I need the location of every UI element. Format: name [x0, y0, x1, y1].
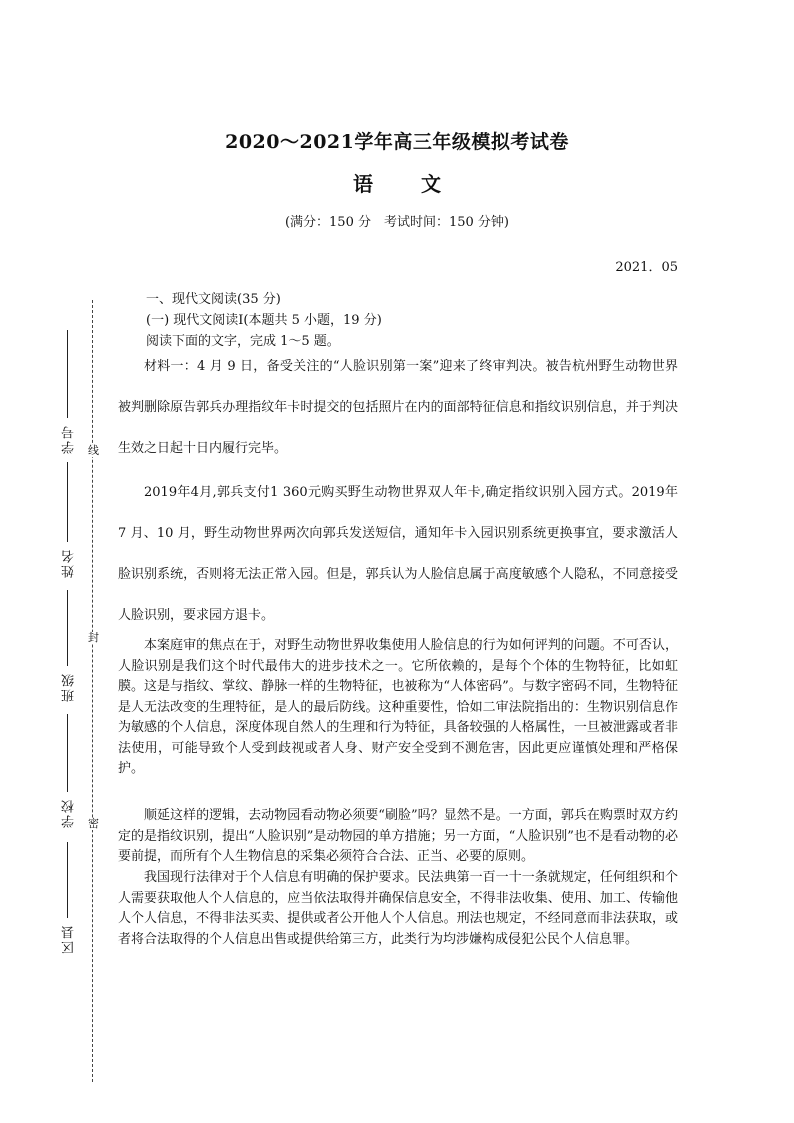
subject-title: 语文	[353, 172, 489, 196]
field-line-school[interactable]	[67, 714, 68, 792]
field-label-student-id: 学号	[62, 424, 77, 454]
section-heading: 一、现代文阅读(35 分)	[146, 292, 281, 307]
field-line-class[interactable]	[67, 590, 68, 666]
field-line-name[interactable]	[67, 462, 68, 542]
seal-char-xian: 线	[88, 444, 99, 457]
exam-date: 2021．05	[615, 260, 678, 275]
paragraph-law: 我国现行法律对于个人信息有明确的保护要求。民法典第一百一十一条就规定，任何组织和个人需要获取他人个人信息的，应当依法取得并确保信息安全，不得非法收集、使用、加工、传输他人个人信息，不得非法买卖、提供或者公开他人个人信息。刑法也规定，不经同意而非法获取，或者将合法取得的个人信息出售或提供给第三方，此类行为均涉嫌构成侵犯公民个人信息罪。	[118, 870, 678, 947]
subsection-heading: (一) 现代文阅读Ⅰ(本题共 5 小题，19 分)	[146, 313, 382, 328]
field-label-district: 区县	[62, 924, 77, 954]
paragraph-focus: 本案庭审的焦点在于，对野生动物世界收集使用人脸信息的行为如何评判的问题。不可否认，人脸识别是我们这个时代最伟大的进步技术之一。它所依赖的，是每个个体的生物特征，比如虹膜。这是与指纹、掌纹、静脉一样的生物特征，也被称为“人体密码”。与数字密码不同，生物特征是人无法改变的生理特征，是人的最后防线。这种重要性，恰如二审法院指出的：生物识别信息作为敏感的个人信息，深度体现自然人的生理和行为特征，具备较强的人格属性，一旦被泄露或者非法使用，可能导致个人受到歧视或者人身、财产安全受到不测危害，因此更应谨慎处理和严格保护。	[118, 638, 678, 776]
paragraph-material-1: 材料一：4 月 9 日，备受关注的“人脸识别第一案”迎来了终审判决。被告杭州野生动物世界被判删除原告郭兵办理指纹年卡时提交的包括照片在内的面部特征信息和指纹识别信息，并于判决生效之日起十日内履行完毕。	[118, 359, 678, 456]
binding-dashed-line	[92, 300, 93, 1082]
field-line-district[interactable]	[67, 842, 68, 918]
exam-title: 2020～2021学年高三年级模拟考试卷	[225, 131, 569, 153]
instruction-text: 阅读下面的文字，完成 1～5 题。	[146, 334, 340, 349]
field-label-school: 学校	[62, 798, 77, 828]
field-label-name: 姓名	[62, 548, 77, 578]
field-line-student-id[interactable]	[67, 330, 68, 418]
paragraph-logic: 顺延这样的逻辑，去动物园看动物必须要“刷脸”吗？显然不是。一方面，郭兵在购票时双方约定的是指纹识别，提出“人脸识别”是动物园的单方措施；另一方面，“人脸识别”也不是看动物的必要前提，而所有个人生物信息的采集必须符合合法、正当、必要的原则。	[118, 808, 678, 864]
field-label-class: 班级	[62, 672, 77, 702]
paragraph-case-detail: 2019年4月,郭兵支付1 360元购买野生动物世界双人年卡,确定指纹识别入园方式。2019年 7 月、10 月，野生动物世界两次向郭兵发送短信，通知年卡入园识别系统更换事宜，要求激活人脸识别系统，否则将无法正常入园。但是，郭兵认为人脸信息属于高度敏感个人隐私，不同意接受人脸识别，要求园方退卡。	[118, 485, 678, 623]
seal-char-feng: 封	[88, 631, 99, 644]
score-time-info: (满分：150 分 考试时间：150 分钟)	[284, 215, 510, 230]
seal-char-mi: 密	[88, 817, 99, 830]
